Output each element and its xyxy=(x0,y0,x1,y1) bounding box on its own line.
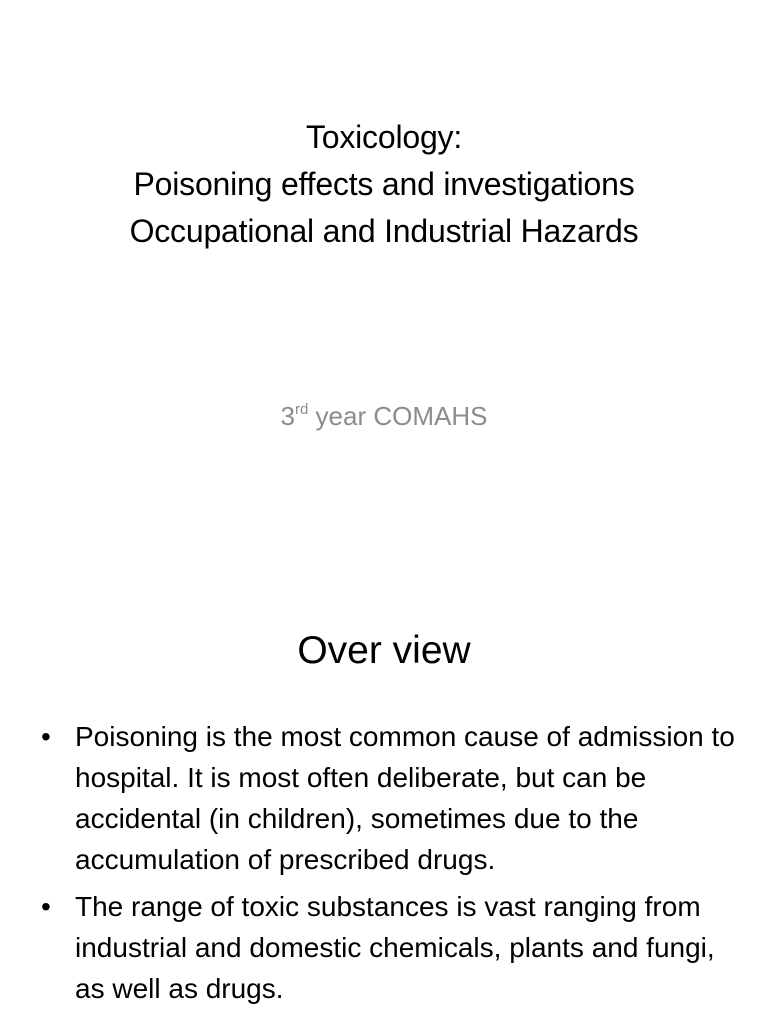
overview-slide xyxy=(0,576,768,1024)
subtitle-number: 3 xyxy=(280,401,295,431)
title-line-2: Poisoning effects and investigations xyxy=(133,166,635,202)
overview-title: Over view xyxy=(297,629,471,672)
bullet-item xyxy=(40,716,740,880)
title-line-1: Toxicology: xyxy=(305,119,463,155)
slide-title xyxy=(0,114,768,255)
subtitle-text: year COMAHS xyxy=(308,401,488,431)
bullet-item xyxy=(40,886,740,1009)
bullet-text: Poisoning is the most common cause of admission to hospital. It is most often deliberate, but can be accidental (in children), sometimes due to the accumulation of prescribed drugs. xyxy=(75,721,735,875)
bullet-list xyxy=(40,716,740,1015)
bullet-text: The range of toxic substances is vast ranging from industrial and domestic chemicals, plants and fungi, as well as drugs. xyxy=(75,891,715,1004)
bullet-icon: • xyxy=(41,721,51,752)
subtitle-superscript: rd xyxy=(294,401,309,418)
title-line-3: Occupational and Industrial Hazards xyxy=(129,213,639,249)
bullet-icon: • xyxy=(41,891,51,922)
slide-subtitle xyxy=(0,398,768,434)
